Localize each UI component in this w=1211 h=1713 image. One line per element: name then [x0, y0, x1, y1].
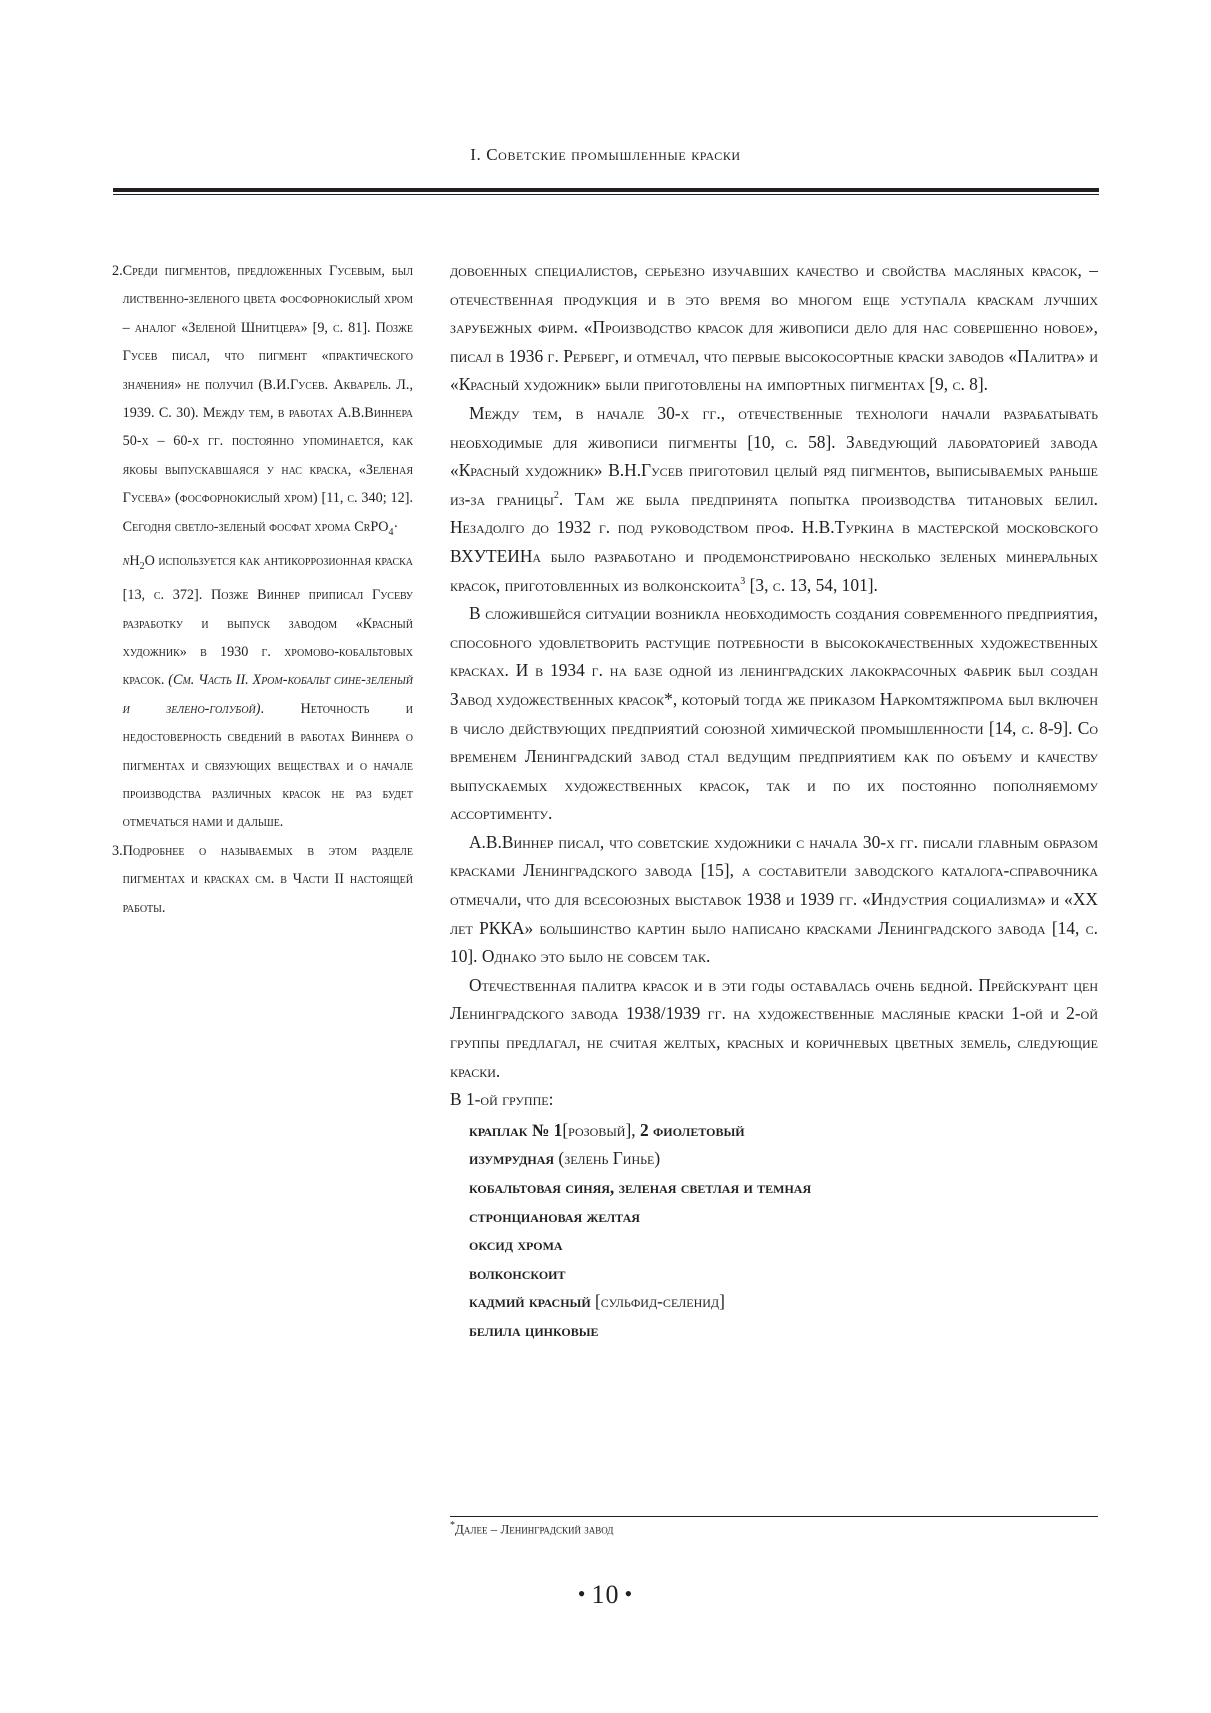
- list-item: оксид хрома: [469, 1234, 563, 1255]
- bullet-right: •: [624, 1581, 634, 1606]
- footnote-star-ref: *: [664, 688, 673, 709]
- footnote: [450, 1520, 613, 1537]
- list-item: кобальтовая синяя, зеленая светлая и темная: [469, 1177, 812, 1197]
- group-label: В 1-ой группе:: [450, 1089, 554, 1110]
- list-item: стронциановая желтая: [469, 1205, 640, 1226]
- page-number: [0, 1580, 1211, 1610]
- list-item: волконскоит: [469, 1262, 566, 1283]
- note-number: 2.: [112, 263, 123, 279]
- paint-list: [469, 1116, 1098, 1345]
- paragraph-2: Между тем, в начале 30-х гг., отечественные технологи начали разрабатывать необходимые для живописи пигменты [10, с. 58]. Заведующий лабораторией завода «Красный художник» В.Н.Гусев приготовил целый ряд пигментов, выписываемых раньше из-за границы$^2$. Там же была предпринята попытка производства титановых белил. Незадолго до 1932 г. под руководством проф. Н.В.Туркина в мастерской московского ВХУТЕИНа было разработано и продемонстрировано несколько зеленых минеральных красок, приготовленных из волконскоита$^3$ [3, с. 13, 54, 101].: [450, 402, 1098, 595]
- footnote-ref-2: 2: [553, 489, 559, 501]
- paragraph-4: А.В.Виннер писал, что советские художники с начала 30-х гг. писали главным образом красками Ленинградского завода [15], а составители заводского каталога-справочника отмечали, что для всесоюзных выставок 1938 и 1939 гг. «Индустрия социализма» и «XX лет РККА» большинство картин было написано красками Ленинградского завода [14, с. 10]. Однако это было не совсем так.: [450, 831, 1098, 967]
- list-item: кадмий красный [сульфид-селенид]: [469, 1291, 725, 1312]
- footnote-rule: [450, 1516, 1098, 1517]
- header-rule-thick: [113, 188, 1099, 192]
- paragraph-1: довоенных специалистов, серьезно изучавших качество и свойства масляных красок, – отечественная продукция и в это время во многом еще уступала краскам лучших зарубежных фирм. «Производство красок для живописи дело для нас совершенно новое», писал в 1936 г. Рерберг, и отмечал, что первые высокосортные краски заводов «Палитра» и «Красный художник» были приготовлены на импортных пигментах [9, с. 8].: [450, 260, 1098, 395]
- footnote-ref-3: 3: [740, 575, 746, 587]
- footnote-text: Далее – Ленинградский завод: [455, 1521, 614, 1537]
- paragraph-5: Отечественная палитра красок и в эти годы оставалась очень бедной. Прейскурант цен Ленинградского завода 1938/1939 гг. на художественные масляные краски 1-ой и 2-ой группы предлагал, не считая желтых, красных и коричневых цветных земель, следующие краски.: [450, 974, 1098, 1081]
- side-notes: [112, 257, 413, 922]
- list-item: белила цинковые: [469, 1319, 599, 1340]
- header-rule-thin: [113, 194, 1099, 195]
- footnote-mark: *: [450, 1520, 455, 1531]
- list-item: изумрудная (зелень Гинье): [469, 1148, 661, 1169]
- main-text-column: [450, 256, 1098, 1345]
- paragraph-3: В сложившейся ситуации возникла необходимость создания современного предприятия, способного удовлетворить растущие потребности в высококачественных художественных красках. И в 1934 г. на базе одной из ленинградских лакокрасочных фабрик был создан Завод художественных красок*, который тогда же приказом Наркомтяжпрома был включен в число действующих предприятий союзной химической промышленности [14, с. 8-9]. Со временем Ленинградский завод стал ведущим предприятием как по объему и качеству выпускаемых художественных красок, так и по их постоянно пополняемому ассортименту.: [450, 603, 1099, 824]
- note-text: Подробнее о называемых в этом разделе пигментах и красках см. в Части II настоящей работы.: [122, 842, 413, 916]
- page-number-value: 10: [591, 1580, 620, 1609]
- note-text: Среди пигментов, предложенных Гусевым, был лиственно-зеленого цвета фосфорнокислый хром – аналог «Зеленой Шнитцера» [9, с. 81]. Позже Гусев писал, что пигмент «практического значения» не получил (В.И.Гусев. Акварель. Л., 1939. С. 30). Между тем, в работах А.В.Виннера 50-х – 60-х гг. постоянно упоминается, как якобы выпускавшаяся у нас краска, «Зеленая Гусева» (фосфорнокислый хром) [11, с. 340; 12]. Сегодня светло-зеленый фосфат хрома CrPO$_4$· $nH_2O$ используется как антикоррозионная краска [13, с. 372]. Позже Виннер приписал Гусеву разработку и выпуск заводом «Красный художник» в 1930 г. хромово-кобальтовых красок. (См. Часть II. Хром-кобальт сине-зеленый и зелено-голубой). Неточность и недостоверность сведений в работах Виннера о пигментах и связующих веществах и о начале производства различных красок не раз будет отмечаться нами и дальше.: [122, 263, 413, 831]
- bullet-left: •: [577, 1581, 587, 1606]
- note-cross-reference: (См. Часть II. Хром-кобальт сине-зеленый и зелено-голубой): [122, 672, 413, 717]
- side-note-2: [112, 257, 413, 837]
- list-item: краплак № 1[розовый], 2 фиолетовый: [469, 1119, 745, 1140]
- side-note-3: [112, 837, 413, 922]
- running-header: I. Советские промышленные краски: [470, 145, 741, 164]
- note-number: 3.: [112, 842, 123, 859]
